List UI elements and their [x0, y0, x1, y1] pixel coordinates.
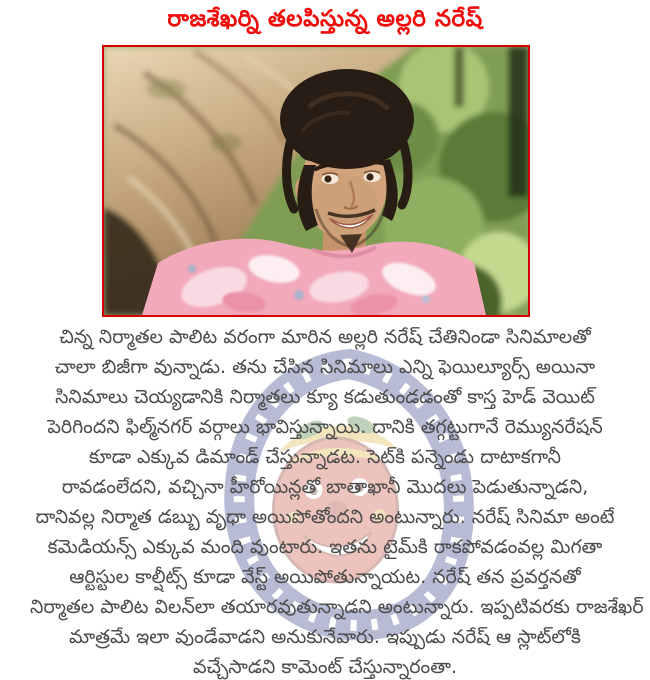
article-line-5: కూడా ఎక్కువ డిమాండ్ చేస్తున్నాడట. సెట్‌కి పన్నెండు దాటాకగానీ: [88, 446, 561, 468]
article-line-11: మాత్రమే ఇలా వుండేవాడని అనుకునేవారు. ఇప్పుడు నరేష్ ఆ స్లాట్‌లోకి: [69, 626, 581, 648]
article-line-2: చాలా బిజీగా వున్నాడు. తను చేసిన సినిమాలు ఎన్ని ఫెయిల్యూర్స్ అయినా: [54, 356, 596, 378]
article-body: [30, 322, 644, 680]
article-line-4: పెరిగిందని ఫిల్మ్‌నగర్ వర్గాలు భావిస్తున్నాయి. దానికి తగ్గట్టుగానే రెమ్యునరేషన్: [47, 416, 603, 438]
article-line-3: సినిమాలు చెయ్యడానికి నిర్మాతలు క్యూ కడుతుండడంతో కాస్త హెడ్ వెయిట్: [55, 386, 595, 408]
article-line-12: వచ్చేసాడని కామెంట్ చేస్తున్నారంతా.: [192, 656, 458, 678]
article-line-6: రావడంలేదని, వచ్చినా హీరోయిన్లతో బాతాఖానీ మొదలు పెడుతున్నాడని,: [61, 476, 589, 498]
article-line-9: ఆర్టిస్టుల కాల్షీట్స్ కూడా వేస్ట్ అయిపోతున్నాయట. నరేష్ తన ప్రవర్తనతో: [69, 566, 581, 588]
article-line-1: చిన్న నిర్మాతల పాలిట వరంగా మారిన అల్లరి నరేష్ చేతినిండా సినిమాలతో: [59, 326, 591, 348]
actor-photo-image: [104, 47, 528, 315]
article-line-7: దానివల్ల నిర్మాత డబ్బు వృధా అయిపోతోందని అంటున్నారు. నరేష్ సినిమా అంటే: [35, 506, 615, 528]
article-line-8: కమెడియన్స్ ఎక్కువ మంది వుంటారు. ఇతను టైమ్‌కి రాకపోవడంవల్ల మిగతా: [47, 536, 603, 558]
article-line-10: నిర్మాతల పాలిట విలన్‌లా తయారవుతున్నాడని అంటున్నారు. ఇప్పటివరకు రాజశేఖర్: [30, 596, 644, 618]
actor-photo: [102, 45, 530, 317]
article-title: రాజశేఖర్ని తలపిస్తున్న అల్లరి నరేష్: [167, 6, 483, 32]
